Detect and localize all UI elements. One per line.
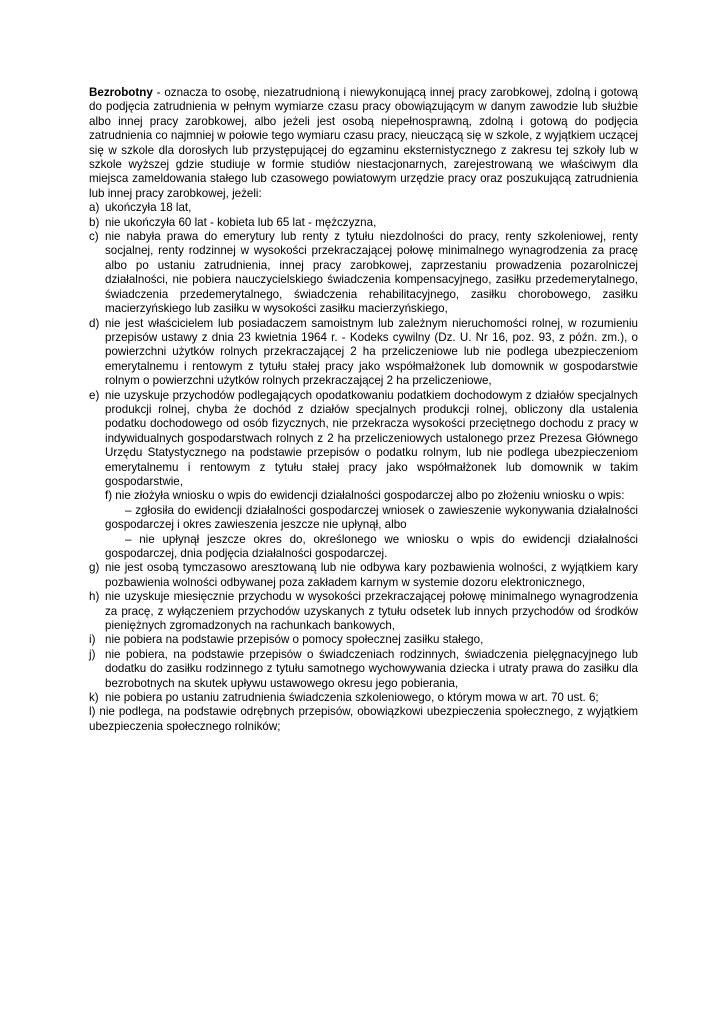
list-item [89, 648, 638, 691]
item-text: nie nabyła prawa do emerytury lub renty z tytułu niezdolności do pracy, renty szkoleniowej, renty socjalnej, renty rodzinnej w wysokości przekraczającej połowę minimalnego wynagrodzenia za pracę albo po ustaniu zatrudnienia, innej pracy zarobkowej, zaprzestaniu prowadzenia pozarolniczej działalności, nie pobiera nauczycielskiego świadczenia kompensacyjnego, zasiłku przedemerytalnego, świadczenia przedemerytalnego, świadczenia rehabilitacyjnego, zasiłku chorobowego, zasiłku macierzyńskiego lub zasiłku w wysokości zasiłku macierzyńskiego, [105, 230, 638, 316]
item-text: nie pobiera po ustaniu zatrudnienia świadczenia szkoleniowego, o którym mowa w art. 70 ust. 6; [105, 691, 599, 705]
list-item [89, 389, 638, 490]
item-label: a) [89, 201, 100, 215]
item-text: nie jest właścicielem lub posiadaczem samoistnym lub zależnym nieruchomości rolnej, w rozumieniu przepisów ustawy z dnia 23 kwietnia 1964 r. - Kodeks cywilny (Dz. U. Nr 16, poz. 93, z późn. zm.), o powierzchni użytków rolnych przekraczającej 2 ha przeliczeniowe lub nie podlega ubezpieczeniom emerytalnemu i rentowym z tytułu stałej pracy jako współmałżonek lub domownik w gospodarstwie rolnym o powierzchni użytków rolnych przekraczającej 2 ha przeliczeniowe, [105, 316, 638, 388]
item-f-dash-2: – nie upłynął jeszcze okres do, określonego we wniosku o wpis do ewidencji działalności gospodarczej, dnia podjęcia działalności gospodarczej. [105, 532, 638, 560]
item-label: b) [89, 215, 100, 229]
list-item [89, 590, 638, 633]
item-label: i) [89, 633, 96, 647]
list-item [89, 230, 638, 316]
item-label: g) [89, 561, 100, 575]
item-label: j) [89, 647, 96, 661]
item-text: nie ukończyła 60 lat - kobieta lub 65 lat - mężczyzna, [105, 215, 377, 229]
defined-term: Bezrobotny [89, 86, 153, 99]
item-text: nie uzyskuje miesięcznie przychodu w wysokości przekraczającej połowę minimalnego wynagrodzenia za pracę, z wyłączeniem przychodów uzyskanych z tytułu odsetek lub innych przychodów od środków pieniężnych zgromadzonych na rachunkach bankowych, [105, 590, 638, 633]
list-item [89, 216, 638, 230]
item-label: d) [89, 316, 100, 330]
item-text: nie uzyskuje przychodów podlegających opodatkowaniu podatkiem dochodowym z działów specjalnych produkcji rolnej, chyba że dochód z działów specjalnych produkcji rolnej, obliczony dla ustalenia podatku dochodowego od osób fizycznych, nie przekracza wysokości przeciętnego dochodu z pracy w indywidualnych gospodarstwach rolnych z 2 ha przeliczeniowych ustalonego przez Prezesa Głównego Urzędu Statystycznego na podstawie przepisów o podatku rolnym, lub nie podlega ubezpieczeniom emerytalnemu i rentowym z tytułu stałej pracy jako współmałżonek lub domownik w takim gospodarstwie, [105, 388, 638, 488]
intro-paragraph [89, 86, 638, 201]
item-label: c) [89, 230, 99, 244]
list-item [89, 201, 638, 215]
item-label: h) [89, 590, 100, 604]
list-item [89, 317, 638, 389]
item-f-dash-1: – zgłosiła do ewidencji działalności gospodarczej wniosek o zawieszenie wykonywania działalności gospodarczej i okres zawieszenia jeszcze nie upłynął, albo [105, 503, 638, 532]
list-item [89, 691, 638, 705]
item-text: nie pobiera, na podstawie przepisów o świadczeniach rodzinnych, świadczenia pielęgnacyjnego lub dodatku do zasiłku rodzinnego z tytułu samotnego wychowywania dziecka i utraty prawa do zasiłku dla bezrobotnych na skutek upływu ustawowego okresu jego pobierania, [105, 647, 638, 690]
item-label: e) [89, 388, 100, 402]
item-l-text: l) nie podlega, na podstawie odrębnych przepisów, obowiązkowi ubezpieczenia społecznego, z wyjątkiem ubezpieczenia społecznego rolników; [89, 705, 638, 733]
item-text: ukończyła 18 lat, [105, 201, 192, 215]
item-text: nie pobiera na podstawie przepisów o pomocy społecznej zasiłku stałego, [105, 633, 484, 647]
item-f-text: f) nie złożyła wniosku o wpis do ewidencji działalności gospodarczej albo po złożeniu wniosku o wpis: [105, 489, 625, 503]
list-item [89, 633, 638, 647]
document-page [89, 86, 638, 734]
intro-text: - oznacza to osobę, niezatrudnioną i niewykonującą innej pracy zarobkowej, zdolną i gotową do podjęcia zatrudnienia w pełnym wymiarze czasu pracy obowiązującym w danym zawodzie lub służbie albo innej pracy zarobkowej, albo jeżeli jest osobą niepełnosprawną, zdolną i gotową do podjęcia zatrudnienia co najmniej w połowie tego wymiaru czasu pracy, nieuczącą się w szkole, z wyjątkiem uczącej się w szkole dla dorosłych lub przystępującej do egzaminu eksternistycznego z zakresu tej szkoły lub w szkole wyższej gdzie studiuje w formie studiów niestacjonarnych, zarejestrowaną we właściwym dla miejsca zameldowania stałego lub czasowego powiatowym urzędzie pracy oraz poszukującą zatrudnienia lub innej pracy zarobkowej, jeżeli: [89, 86, 638, 200]
list-item [89, 561, 638, 590]
item-text: nie jest osobą tymczasowo aresztowaną lub nie odbywa kary pozbawienia wolności, z wyjątkiem kary pozbawienia wolności odbywanej poza zakładem karnym w systemie dozoru elektronicznego, [105, 561, 638, 589]
item-label: k) [89, 691, 99, 705]
